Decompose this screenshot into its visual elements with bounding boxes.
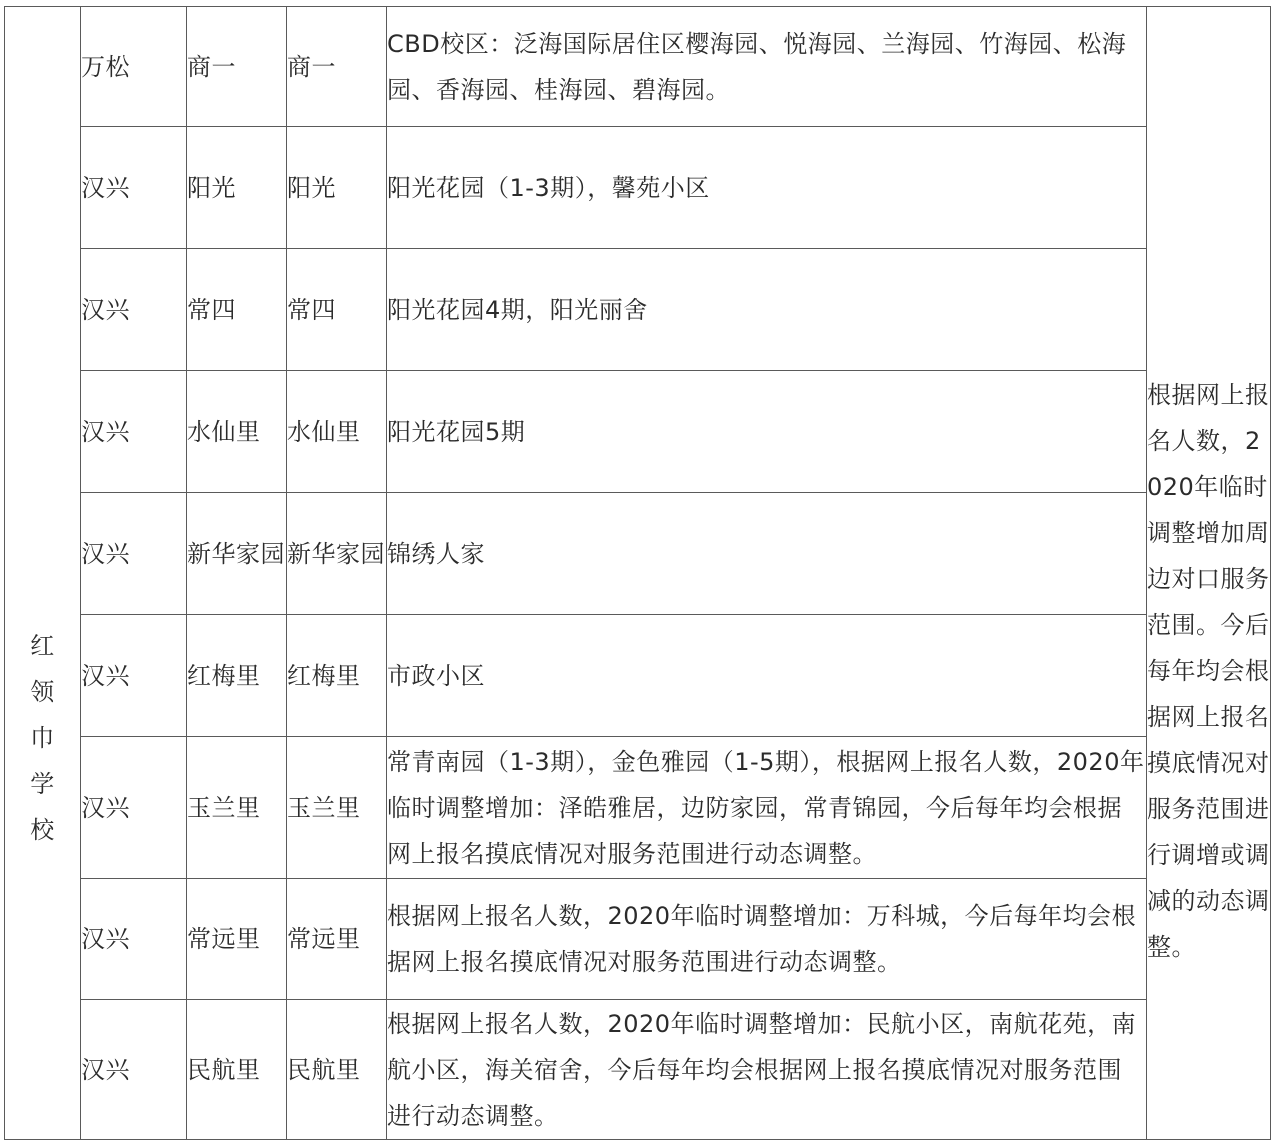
community-text: 红梅里 [187, 661, 261, 690]
community-cell [287, 615, 387, 737]
service-range-text: 锦绣人家 [387, 539, 485, 568]
service-range-cell [387, 1000, 1147, 1140]
district-text: 汉兴 [81, 173, 130, 202]
service-range-text: 阳光花园（1-3期），馨苑小区 [387, 173, 710, 202]
district-cell [81, 249, 187, 371]
community-cell [187, 249, 287, 371]
community-cell [187, 879, 287, 1000]
community-text: 商一 [287, 52, 336, 81]
district-text: 汉兴 [81, 539, 130, 568]
table-row [5, 7, 1271, 127]
community-cell [187, 371, 287, 493]
community-cell [187, 127, 287, 249]
community-cell [287, 879, 387, 1000]
district-text: 万松 [81, 52, 130, 81]
district-cell [81, 1000, 187, 1140]
service-range-cell [387, 879, 1147, 1000]
service-range-text: 根据网上报名人数，2020年临时调整增加：民航小区，南航花苑，南航小区，海关宿舍，今后每年均会根据网上报名摸底情况对服务范围进行动态调整。 [387, 1009, 1137, 1130]
district-cell [81, 7, 187, 127]
service-range-cell [387, 7, 1147, 127]
service-range-text: 常青南园（1-3期），金色雅园（1-5期），根据网上报名人数，2020年临时调整增加：泽皓雅居，边防家园，常青锦园，今后每年均会根据网上报名摸底情况对服务范围进行动态调整。 [387, 747, 1145, 868]
community-text: 常远里 [287, 925, 361, 953]
district-text: 汉兴 [81, 1055, 130, 1084]
district-text: 汉兴 [81, 661, 130, 690]
community-text: 常四 [287, 295, 336, 324]
community-text: 红梅里 [287, 661, 361, 690]
table-row [5, 371, 1271, 493]
community-text: 玉兰里 [287, 793, 361, 822]
table-row [5, 1000, 1271, 1140]
service-range-text: CBD校区：泛海国际居住区樱海园、悦海园、兰海园、竹海园、松海园、香海园、桂海园、碧海园。 [387, 29, 1127, 104]
community-text: 民航里 [287, 1055, 361, 1084]
note-cell [1147, 7, 1271, 1140]
community-text: 常远里 [187, 925, 261, 953]
district-cell [81, 493, 187, 615]
community-text: 新华家园 [287, 539, 385, 568]
community-cell [187, 1000, 287, 1140]
district-text: 汉兴 [81, 793, 130, 822]
service-range-text: 市政小区 [387, 661, 485, 690]
service-range-cell [387, 127, 1147, 249]
service-range-text: 阳光花园5期 [387, 417, 526, 446]
service-range-cell [387, 249, 1147, 371]
table-row [5, 737, 1271, 879]
community-text: 新华家园 [187, 539, 285, 568]
community-text: 水仙里 [287, 417, 361, 446]
table-row [5, 127, 1271, 249]
service-range-text: 根据网上报名人数，2020年临时调整增加：万科城，今后每年均会根据网上报名摸底情况对服务范围进行动态调整。 [387, 902, 1137, 976]
district-text: 汉兴 [81, 417, 130, 446]
community-text: 阳光 [287, 173, 336, 202]
community-cell [187, 493, 287, 615]
district-text: 汉兴 [81, 295, 130, 324]
district-cell [81, 127, 187, 249]
school-name: 红领巾学校 [30, 632, 55, 844]
community-text: 玉兰里 [187, 793, 261, 822]
community-text: 商一 [187, 52, 236, 81]
district-cell [81, 615, 187, 737]
community-cell [287, 249, 387, 371]
community-cell [287, 371, 387, 493]
community-cell [287, 737, 387, 879]
service-range-cell [387, 371, 1147, 493]
community-cell [287, 7, 387, 127]
community-text: 常四 [187, 295, 236, 324]
note-text: 根据网上报名人数，2020年临时调整增加周边对口服务范围。今后每年均会根据网上报名摸底情况对服务范围进行调增或调减的动态调整。 [1147, 381, 1270, 961]
enrollment-zone-table [4, 6, 1271, 1140]
community-cell [187, 615, 287, 737]
community-cell [187, 7, 287, 127]
table-row [5, 879, 1271, 1000]
district-text: 汉兴 [81, 925, 130, 953]
service-range-cell [387, 615, 1147, 737]
community-text: 水仙里 [187, 417, 261, 446]
community-cell [287, 1000, 387, 1140]
service-range-cell [387, 493, 1147, 615]
community-cell [287, 493, 387, 615]
district-cell [81, 371, 187, 493]
service-range-text: 阳光花园4期，阳光丽舍 [387, 295, 648, 324]
community-text: 民航里 [187, 1055, 261, 1084]
table-row [5, 615, 1271, 737]
community-cell [187, 737, 287, 879]
table-row [5, 493, 1271, 615]
community-text: 阳光 [187, 173, 236, 202]
service-range-cell [387, 737, 1147, 879]
table-row [5, 249, 1271, 371]
school-name-cell [5, 7, 81, 1140]
community-cell [287, 127, 387, 249]
district-cell [81, 737, 187, 879]
district-cell [81, 879, 187, 1000]
